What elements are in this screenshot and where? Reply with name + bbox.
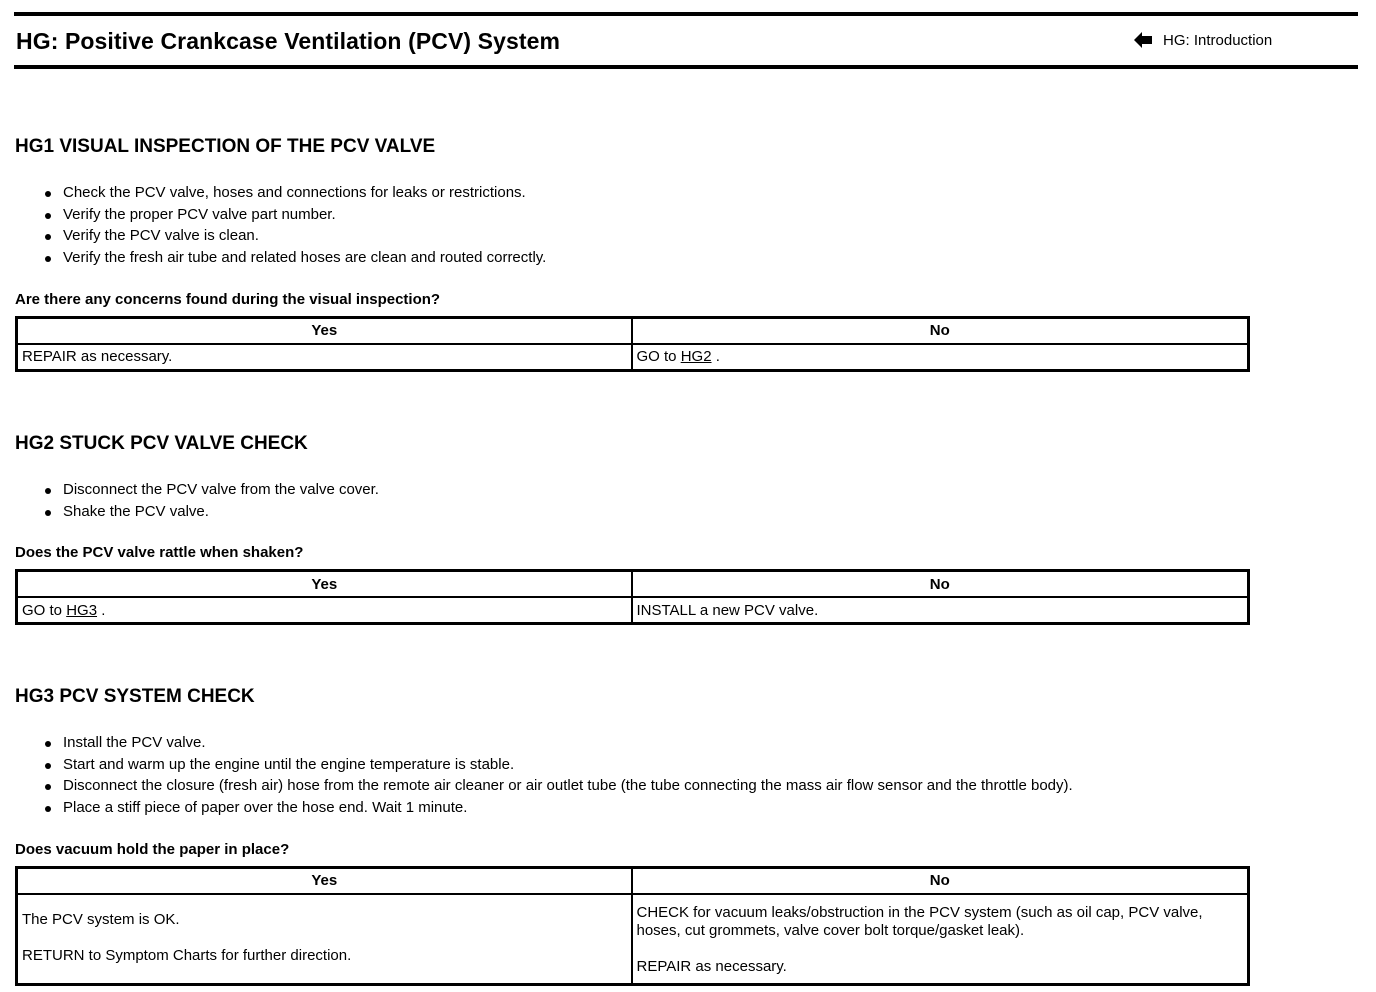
no-cell — [632, 344, 1249, 371]
step-list — [15, 732, 1251, 819]
no-header: No — [632, 867, 1249, 894]
table-header-row — [17, 571, 1249, 598]
header-bottom-rule — [14, 65, 1358, 69]
back-link-label: HG: Introduction — [1163, 31, 1273, 49]
yes-paragraph: The PCV system is OK. — [22, 910, 180, 928]
table-row — [17, 894, 1249, 985]
step-item: Verify the PCV valve is clean. — [15, 225, 1251, 247]
step-item: Disconnect the closure (fresh air) hose from the remote air cleaner or air outlet tube (the tube connecting the mass air flow sensor and the throttle body). — [15, 775, 1251, 797]
section-heading: HG3 PCV SYSTEM CHECK — [15, 686, 255, 707]
yes-header: Yes — [17, 317, 632, 344]
yes-header: Yes — [17, 867, 632, 894]
yes-paragraph: RETURN to Symptom Charts for further direction. — [22, 946, 352, 964]
step-list — [15, 479, 1251, 522]
section-hg3 — [15, 686, 1251, 986]
step-item: Verify the proper PCV valve part number. — [15, 204, 1251, 226]
no-paragraph: CHECK for vacuum leaks/obstruction in the PCV system (such as oil cap, PCV valve, hoses, cut grommets, valve cover bolt torque/gasket leak). — [636, 903, 1203, 939]
yes-no-table — [15, 866, 1250, 986]
back-arrow-icon — [1133, 30, 1153, 50]
link-hg2[interactable]: HG2 — [680, 348, 712, 366]
no-cell — [632, 894, 1249, 985]
yes-header: Yes — [17, 571, 632, 598]
question-text: Does vacuum hold the paper in place? — [15, 840, 290, 858]
yes-cell — [17, 894, 632, 985]
yes-no-table — [15, 316, 1250, 372]
table-row — [17, 597, 1249, 624]
step-item: Start and warm up the engine until the engine temperature is stable. — [15, 754, 1251, 776]
no-prefix: GO to — [636, 348, 681, 366]
yes-prefix: GO to — [22, 601, 67, 619]
section-hg1 — [15, 136, 1251, 372]
section-heading: HG2 STUCK PCV VALVE CHECK — [15, 433, 308, 454]
yes-cell — [17, 597, 632, 624]
no-header: No — [632, 571, 1249, 598]
section-hg2 — [15, 433, 1251, 625]
step-item: Disconnect the PCV valve from the valve cover. — [15, 479, 1251, 501]
table-header-row — [17, 317, 1249, 344]
step-item: Install the PCV valve. — [15, 732, 1251, 754]
question-text: Are there any concerns found during the visual inspection? — [15, 290, 441, 308]
header-top-rule — [14, 12, 1358, 16]
yes-suffix: . — [97, 601, 106, 619]
no-header: No — [632, 317, 1249, 344]
page-title: HG: Positive Crankcase Ventilation (PCV) System — [16, 28, 561, 54]
step-item: Verify the fresh air tube and related hoses are clean and routed correctly. — [15, 247, 1251, 269]
table-row — [17, 344, 1249, 371]
step-item: Check the PCV valve, hoses and connections for leaks or restrictions. — [15, 182, 1251, 204]
section-heading: HG1 VISUAL INSPECTION OF THE PCV VALVE — [15, 136, 436, 157]
no-cell: INSTALL a new PCV valve. — [632, 597, 1249, 624]
link-hg3[interactable]: HG3 — [66, 601, 98, 619]
yes-no-table — [15, 569, 1250, 625]
step-item: Place a stiff piece of paper over the hose end. Wait 1 minute. — [15, 797, 1251, 819]
no-paragraph: REPAIR as necessary. — [636, 957, 787, 975]
back-link-introduction[interactable] — [1133, 30, 1272, 50]
step-list — [15, 182, 1251, 269]
no-suffix: . — [711, 348, 720, 366]
step-item: Shake the PCV valve. — [15, 501, 1251, 523]
yes-cell: REPAIR as necessary. — [17, 344, 632, 371]
question-text: Does the PCV valve rattle when shaken? — [15, 544, 304, 562]
table-header-row — [17, 867, 1249, 894]
